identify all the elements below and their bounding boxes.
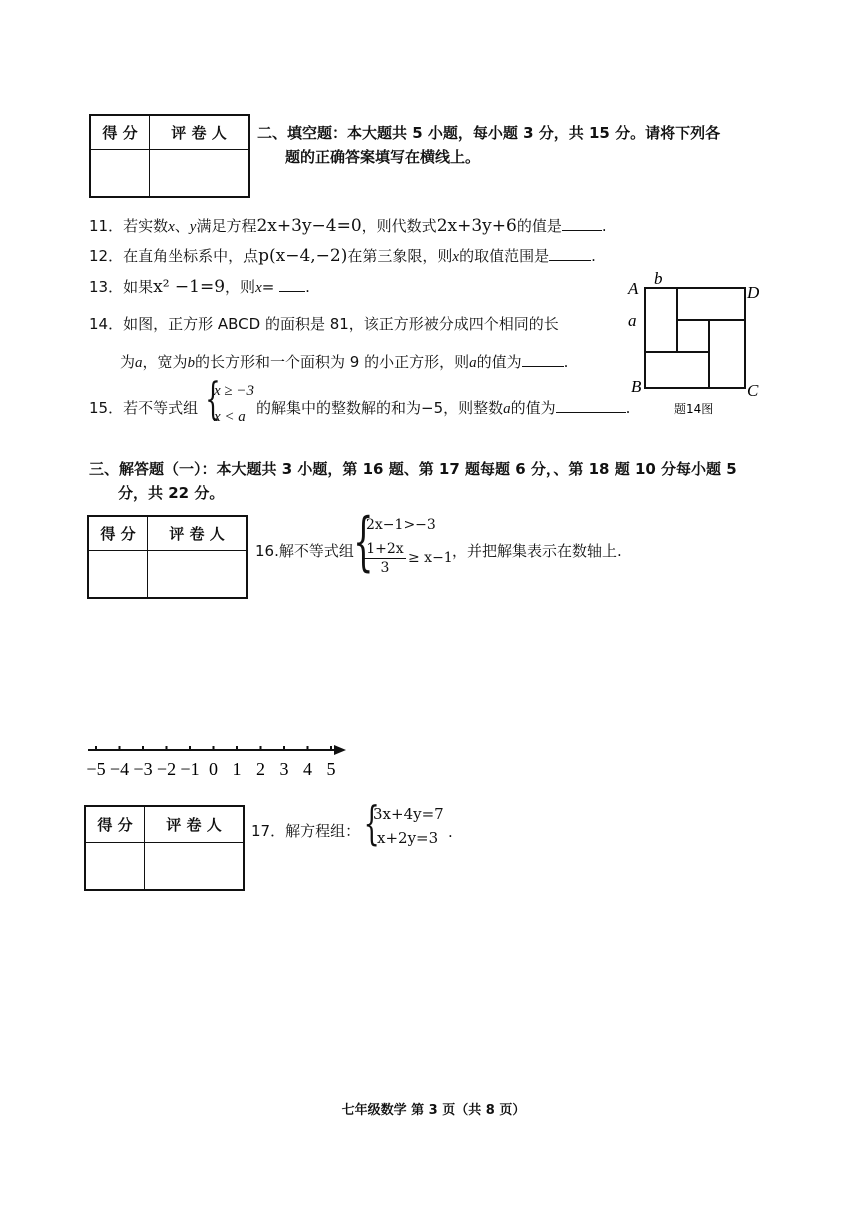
arrow-right-icon [334, 745, 346, 755]
label-c-vertex: C [747, 381, 759, 400]
number-line-label: −1 [180, 759, 200, 779]
answer-blank[interactable] [522, 365, 564, 367]
equation: 2x+3y−4=0 [256, 216, 362, 236]
inequality-2: x < a [214, 409, 246, 425]
inequality-2-rest: ≥ x−1 [408, 550, 453, 566]
question-number: 13． [89, 278, 124, 296]
number-line-label: 2 [256, 759, 265, 779]
number-line-label: 1 [232, 759, 242, 779]
question-11: 11．若实数x、y满足方程2x+3y−4=0，则代数式2x+3y+6的值是 . [89, 216, 607, 236]
label-b-side: b [654, 269, 663, 288]
label-d-vertex: D [747, 283, 760, 302]
question-15-label: 15．若不等式组 [89, 399, 199, 417]
score-cell[interactable] [85, 842, 145, 890]
brace: { [353, 505, 374, 579]
section2-header-line1: 二、填空题：本大题共 5 小题，每小题 3 分，共 15 分。请将下列各 [257, 124, 721, 142]
equation-1: 3x+4y=7 [373, 805, 444, 823]
answer-blank[interactable] [556, 411, 626, 413]
question-number: 15． [89, 399, 124, 417]
question-15-rest: 的解集中的整数解的和为−5，则整数a的值为 . [256, 399, 631, 417]
section2-header-line2: 题的正确答案填写在横线上。 [285, 148, 481, 166]
expression: 2x+3y+6 [436, 216, 517, 236]
label-a-vertex: A [628, 279, 639, 298]
question-17-label: 17．解方程组： [251, 822, 361, 840]
number-line-label: 3 [279, 759, 289, 779]
inequality-1: 2x−1>−3 [366, 517, 436, 533]
fraction-numerator: 1+2x [364, 540, 406, 559]
question-number: 17． [251, 822, 286, 840]
question-17-end: . [448, 823, 453, 841]
score-cell[interactable] [88, 550, 148, 598]
score-box-2 [87, 515, 248, 599]
inequality-1: x ≥ −3 [214, 383, 255, 399]
point-expression: p(x−4,−2) [258, 246, 348, 266]
section3-header-line2: 分，共 22 分。 [118, 484, 225, 502]
answer-blank[interactable] [279, 290, 305, 292]
fraction [364, 540, 406, 577]
label-a-side: a [628, 311, 637, 330]
question-14-line1: 14．如图，正方形 ABCD 的面积是 81，该正方形被分成四个相同的长 [89, 315, 559, 333]
question-16-label: 16.解不等式组 [255, 542, 354, 560]
question-12: 12．在直角坐标系中，点p(x−4,−2)在第三象限，则x的取值范围是 . [89, 246, 596, 266]
brace: { [205, 374, 221, 425]
number-line[interactable] [80, 738, 355, 783]
page-footer: 七年级数学 第 3 页（共 8 页） [341, 1103, 526, 1118]
equation: x² −1=9 [153, 277, 226, 297]
square-abcd [645, 288, 745, 388]
figure-caption: 题14图 [674, 402, 714, 416]
number-line-label: 5 [326, 759, 336, 779]
equation-2: x+2y=3 [377, 829, 439, 847]
grader-label: 评 卷 人 [148, 516, 248, 550]
question-16-rest: ，并把解集表示在数轴上. [452, 542, 622, 560]
brace: { [363, 796, 380, 850]
score-box-1 [89, 114, 250, 198]
score-label: 得 分 [90, 115, 150, 149]
label-b-vertex: B [631, 377, 642, 396]
answer-blank[interactable] [549, 259, 591, 261]
number-line-label: 0 [209, 759, 218, 779]
figure-14 [625, 268, 770, 418]
question-number: 16. [255, 542, 279, 560]
number-line-label: −3 [133, 759, 153, 779]
grader-cell[interactable] [150, 149, 250, 197]
number-line-label: −2 [156, 759, 177, 779]
number-line-label: −5 [86, 759, 106, 779]
score-box-3 [84, 805, 245, 891]
question-number: 14． [89, 315, 124, 333]
number-line-label: 4 [303, 759, 312, 779]
answer-blank[interactable] [562, 229, 602, 231]
question-number: 11． [89, 217, 124, 235]
grader-label: 评 卷 人 [145, 806, 245, 842]
question-14-line2: 为a，宽为b的长方形和一个面积为 9 的小正方形，则a的值为 . [120, 353, 569, 371]
section3-header-line1: 三、解答题（一）：本大题共 3 小题，第 16 题、第 17 题每题 6 分，、第 18 题 10 分每小题 5 [89, 460, 737, 478]
grader-cell[interactable] [148, 550, 248, 598]
question-13: 13．如果x² −1=9，则x= . [89, 277, 310, 297]
score-cell[interactable] [90, 149, 150, 197]
question-number: 12． [89, 247, 124, 265]
fraction-denominator: 3 [380, 560, 390, 576]
number-line-label: −4 [109, 759, 130, 779]
grader-cell[interactable] [145, 842, 245, 890]
score-label: 得 分 [88, 516, 148, 550]
grader-label: 评 卷 人 [150, 115, 250, 149]
score-label: 得 分 [85, 806, 145, 842]
